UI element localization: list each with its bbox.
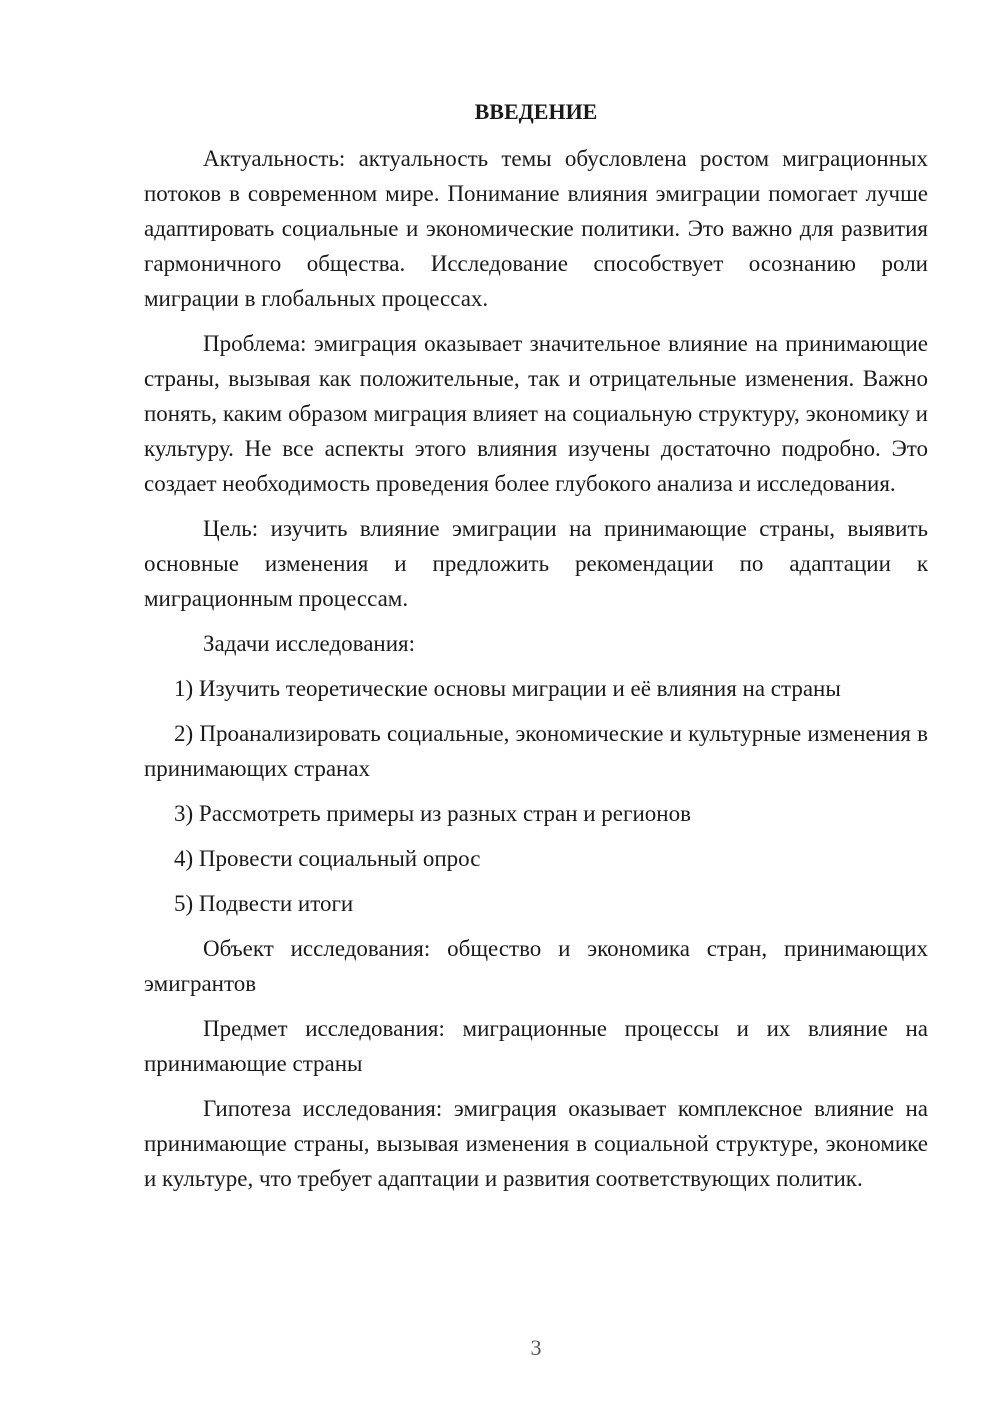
list-item: 3) Рассмотреть примеры из разных стран и регионов xyxy=(174,801,691,826)
list-item: 2) Проанализировать социальные, экономические и культурные изменения в принимающих странах xyxy=(144,721,928,781)
page-number: 3 xyxy=(530,1335,542,1360)
list-item: 4) Провести социальный опрос xyxy=(174,846,481,871)
section-title: ВВЕДЕНИЕ xyxy=(474,99,598,124)
paragraph-problem: Проблема: эмиграция оказывает значительное влияние на принимающие страны, вызывая как положительные, так и отрицательные изменения. Важно понять, каким образом миграция влияет на социальную структуру, экономику и культуру. Не все аспекты этого влияния изучены достаточно подробно. Это создает необходимость проведения более глубокого анализа и исследования. xyxy=(144,331,928,496)
list-item: 1) Изучить теоретические основы миграции и её влияния на страны xyxy=(174,676,841,701)
tasks-list xyxy=(144,671,928,921)
paragraph-goal: Цель: изучить влияние эмиграции на принимающие страны, выявить основные изменения и предложить рекомендации по адаптации к миграционным процессам. xyxy=(144,516,928,611)
paragraph-tasks-heading: Задачи исследования: xyxy=(203,631,416,656)
paragraph-relevance: Актуальность: актуальность темы обусловлена ростом миграционных потоков в современном мире. Понимание влияния эмиграции помогает лучше адаптировать социальные и экономические политики. Это важно для развития гармоничного общества. Исследование способствует осознанию роли миграции в глобальных процессах. xyxy=(144,146,928,311)
paragraph-subject: Предмет исследования: миграционные процессы и их влияние на принимающие страны xyxy=(144,1016,928,1076)
list-item: 5) Подвести итоги xyxy=(174,891,354,916)
page-content xyxy=(144,94,928,1206)
paragraph-object: Объект исследования: общество и экономика стран, принимающих эмигрантов xyxy=(144,936,928,996)
paragraph-hypothesis: Гипотеза исследования: эмиграция оказывает комплексное влияние на принимающие страны, вызывая изменения в социальной структуре, экономике и культуре, что требует адаптации и развития соответствующих политик. xyxy=(144,1096,928,1191)
